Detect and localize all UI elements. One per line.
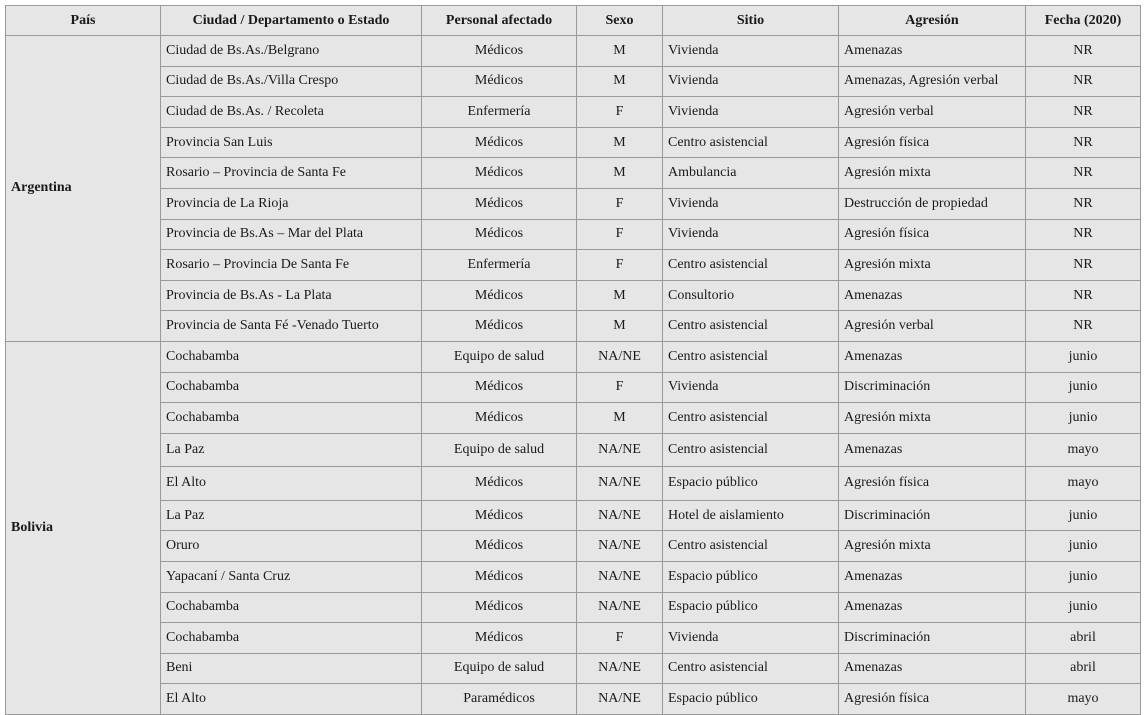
cell-staff: Médicos: [422, 188, 577, 219]
cell-site: Centro asistencial: [663, 403, 839, 434]
table-row: [6, 219, 1141, 250]
cell-site: Espacio público: [663, 467, 839, 501]
cell-site: Vivienda: [663, 372, 839, 403]
cell-date: junio: [1026, 500, 1141, 531]
cell-city: Provincia de Bs.As - La Plata: [161, 280, 422, 311]
table-row: [6, 188, 1141, 219]
cell-site: Ambulancia: [663, 158, 839, 189]
table-row: [6, 684, 1141, 715]
cell-sex: M: [577, 403, 663, 434]
cell-city: La Paz: [161, 433, 422, 467]
cell-sex: NA/NE: [577, 561, 663, 592]
header-row: [6, 6, 1141, 36]
cell-aggression: Amenazas, Agresión verbal: [839, 66, 1026, 97]
cell-aggression: Agresión física: [839, 127, 1026, 158]
cell-aggression: Amenazas: [839, 653, 1026, 684]
cell-date: junio: [1026, 341, 1141, 372]
cell-sex: F: [577, 97, 663, 128]
cell-aggression: Agresión mixta: [839, 250, 1026, 281]
cell-staff: Médicos: [422, 158, 577, 189]
cell-sex: M: [577, 158, 663, 189]
cell-aggression: Agresión mixta: [839, 403, 1026, 434]
cell-aggression: Agresión mixta: [839, 158, 1026, 189]
cell-staff: Médicos: [422, 36, 577, 67]
cell-aggression: Agresión física: [839, 467, 1026, 501]
cell-staff: Enfermería: [422, 97, 577, 128]
cell-city: Ciudad de Bs.As. / Recoleta: [161, 97, 422, 128]
cell-sex: NA/NE: [577, 500, 663, 531]
cell-date: junio: [1026, 561, 1141, 592]
cell-city: Cochabamba: [161, 403, 422, 434]
table-row: [6, 653, 1141, 684]
cell-site: Vivienda: [663, 219, 839, 250]
cell-sex: F: [577, 219, 663, 250]
cell-city: El Alto: [161, 684, 422, 715]
cell-staff: Equipo de salud: [422, 433, 577, 467]
cell-staff: Médicos: [422, 592, 577, 623]
cell-date: NR: [1026, 311, 1141, 342]
table-row: [6, 341, 1141, 372]
cell-sex: F: [577, 188, 663, 219]
cell-date: NR: [1026, 188, 1141, 219]
cell-city: Cochabamba: [161, 372, 422, 403]
table-row: [6, 372, 1141, 403]
cell-city: Ciudad de Bs.As./Villa Crespo: [161, 66, 422, 97]
header-staff: Personal afectado: [422, 6, 577, 36]
cell-aggression: Agresión física: [839, 219, 1026, 250]
cell-sex: NA/NE: [577, 653, 663, 684]
cell-date: NR: [1026, 250, 1141, 281]
cell-sex: NA/NE: [577, 684, 663, 715]
cell-sex: M: [577, 66, 663, 97]
table-body: [6, 36, 1141, 715]
cell-city: Ciudad de Bs.As./Belgrano: [161, 36, 422, 67]
cell-aggression: Discriminación: [839, 500, 1026, 531]
aggression-table: [5, 5, 1141, 715]
cell-aggression: Agresión verbal: [839, 311, 1026, 342]
cell-city: Rosario – Provincia De Santa Fe: [161, 250, 422, 281]
cell-city: Cochabamba: [161, 623, 422, 654]
cell-aggression: Agresión mixta: [839, 531, 1026, 562]
cell-aggression: Amenazas: [839, 280, 1026, 311]
table-row: [6, 36, 1141, 67]
cell-date: NR: [1026, 219, 1141, 250]
cell-site: Centro asistencial: [663, 311, 839, 342]
cell-date: junio: [1026, 592, 1141, 623]
cell-aggression: Agresión física: [839, 684, 1026, 715]
cell-site: Centro asistencial: [663, 653, 839, 684]
cell-site: Vivienda: [663, 623, 839, 654]
cell-date: abril: [1026, 653, 1141, 684]
cell-sex: M: [577, 280, 663, 311]
table-row: [6, 433, 1141, 467]
cell-staff: Médicos: [422, 219, 577, 250]
cell-date: mayo: [1026, 684, 1141, 715]
cell-date: NR: [1026, 36, 1141, 67]
cell-site: Hotel de aislamiento: [663, 500, 839, 531]
table-row: [6, 250, 1141, 281]
cell-aggression: Amenazas: [839, 433, 1026, 467]
cell-city: Oruro: [161, 531, 422, 562]
cell-staff: Enfermería: [422, 250, 577, 281]
cell-city: Provincia de La Rioja: [161, 188, 422, 219]
cell-country: Bolivia: [6, 341, 161, 714]
table-row: [6, 500, 1141, 531]
cell-city: Rosario – Provincia de Santa Fe: [161, 158, 422, 189]
cell-staff: Médicos: [422, 500, 577, 531]
cell-city: Provincia de Santa Fé -Venado Tuerto: [161, 311, 422, 342]
cell-date: abril: [1026, 623, 1141, 654]
cell-aggression: Discriminación: [839, 372, 1026, 403]
cell-staff: Médicos: [422, 467, 577, 501]
cell-staff: Médicos: [422, 127, 577, 158]
cell-staff: Médicos: [422, 66, 577, 97]
table-header: [6, 6, 1141, 36]
cell-city: Cochabamba: [161, 341, 422, 372]
table-row: [6, 311, 1141, 342]
cell-sex: M: [577, 311, 663, 342]
cell-site: Centro asistencial: [663, 531, 839, 562]
cell-staff: Médicos: [422, 372, 577, 403]
header-date: Fecha (2020): [1026, 6, 1141, 36]
table-row: [6, 403, 1141, 434]
cell-sex: NA/NE: [577, 433, 663, 467]
cell-staff: Médicos: [422, 311, 577, 342]
cell-staff: Equipo de salud: [422, 653, 577, 684]
cell-staff: Médicos: [422, 531, 577, 562]
cell-city: Provincia de Bs.As – Mar del Plata: [161, 219, 422, 250]
cell-site: Centro asistencial: [663, 250, 839, 281]
cell-date: NR: [1026, 97, 1141, 128]
cell-aggression: Destrucción de propiedad: [839, 188, 1026, 219]
table-row: [6, 127, 1141, 158]
cell-aggression: Amenazas: [839, 561, 1026, 592]
cell-city: La Paz: [161, 500, 422, 531]
cell-site: Consultorio: [663, 280, 839, 311]
cell-sex: M: [577, 36, 663, 67]
cell-site: Vivienda: [663, 97, 839, 128]
cell-staff: Médicos: [422, 561, 577, 592]
cell-city: Provincia San Luis: [161, 127, 422, 158]
cell-aggression: Amenazas: [839, 592, 1026, 623]
table-row: [6, 561, 1141, 592]
cell-site: Centro asistencial: [663, 127, 839, 158]
cell-date: junio: [1026, 372, 1141, 403]
cell-aggression: Discriminación: [839, 623, 1026, 654]
table-row: [6, 66, 1141, 97]
table-row: [6, 467, 1141, 501]
cell-staff: Médicos: [422, 280, 577, 311]
table-row: [6, 592, 1141, 623]
cell-sex: NA/NE: [577, 467, 663, 501]
table-row: [6, 623, 1141, 654]
cell-date: NR: [1026, 158, 1141, 189]
cell-city: Cochabamba: [161, 592, 422, 623]
cell-site: Vivienda: [663, 66, 839, 97]
cell-sex: F: [577, 372, 663, 403]
cell-date: mayo: [1026, 433, 1141, 467]
table-row: [6, 280, 1141, 311]
cell-staff: Médicos: [422, 623, 577, 654]
header-sex: Sexo: [577, 6, 663, 36]
cell-aggression: Amenazas: [839, 341, 1026, 372]
table-row: [6, 97, 1141, 128]
cell-country: Argentina: [6, 36, 161, 342]
cell-site: Centro asistencial: [663, 341, 839, 372]
cell-site: Espacio público: [663, 684, 839, 715]
cell-city: El Alto: [161, 467, 422, 501]
cell-date: junio: [1026, 531, 1141, 562]
cell-staff: Equipo de salud: [422, 341, 577, 372]
cell-aggression: Amenazas: [839, 36, 1026, 67]
cell-sex: M: [577, 127, 663, 158]
cell-date: NR: [1026, 127, 1141, 158]
table-row: [6, 158, 1141, 189]
header-site: Sitio: [663, 6, 839, 36]
table-row: [6, 531, 1141, 562]
cell-site: Vivienda: [663, 188, 839, 219]
cell-staff: Médicos: [422, 403, 577, 434]
cell-sex: NA/NE: [577, 341, 663, 372]
cell-city: Beni: [161, 653, 422, 684]
cell-sex: NA/NE: [577, 531, 663, 562]
cell-site: Espacio público: [663, 561, 839, 592]
cell-aggression: Agresión verbal: [839, 97, 1026, 128]
cell-site: Espacio público: [663, 592, 839, 623]
cell-site: Centro asistencial: [663, 433, 839, 467]
cell-city: Yapacaní / Santa Cruz: [161, 561, 422, 592]
cell-date: junio: [1026, 403, 1141, 434]
header-aggression: Agresión: [839, 6, 1026, 36]
cell-site: Vivienda: [663, 36, 839, 67]
cell-sex: F: [577, 623, 663, 654]
cell-sex: F: [577, 250, 663, 281]
cell-date: NR: [1026, 280, 1141, 311]
header-city: Ciudad / Departamento o Estado: [161, 6, 422, 36]
cell-date: mayo: [1026, 467, 1141, 501]
cell-sex: NA/NE: [577, 592, 663, 623]
header-country: País: [6, 6, 161, 36]
cell-date: NR: [1026, 66, 1141, 97]
cell-staff: Paramédicos: [422, 684, 577, 715]
aggression-table-container: [5, 5, 1140, 715]
